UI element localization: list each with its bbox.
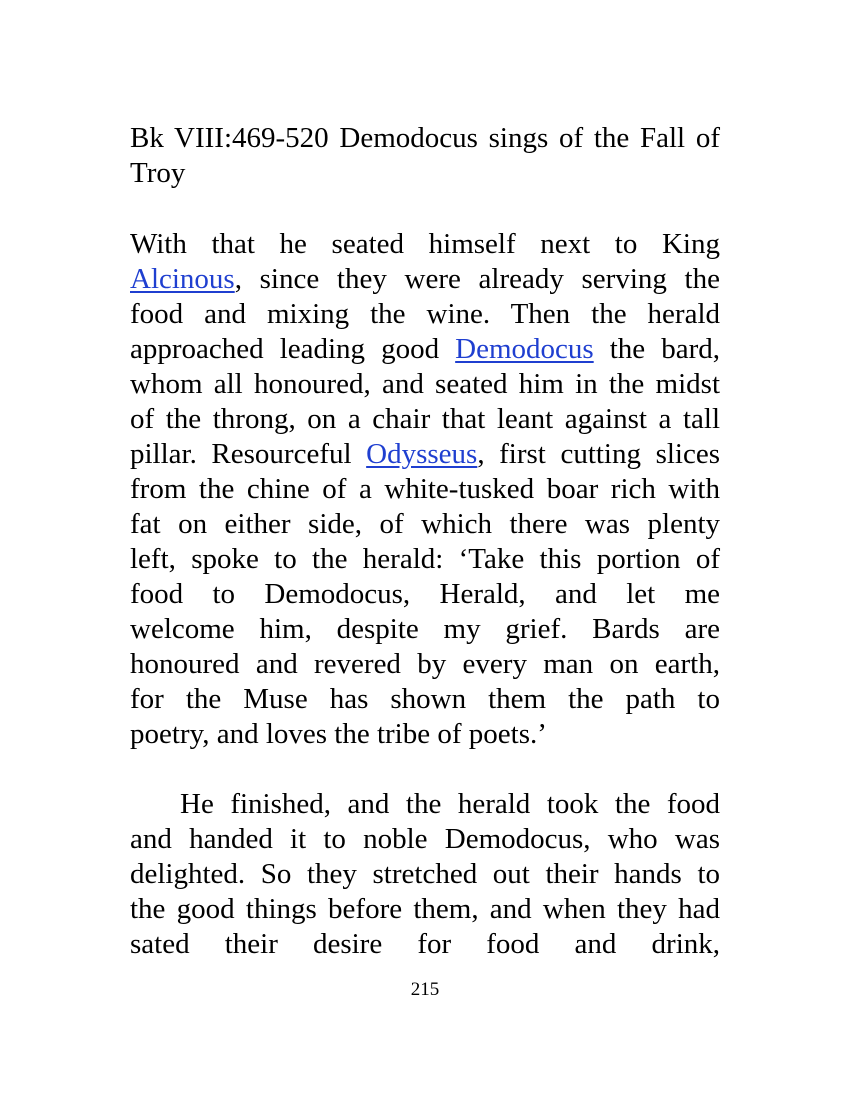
text-segment: for the Muse has shown them the path to xyxy=(130,683,720,715)
text-line xyxy=(130,927,720,962)
text-segment: food and mixing the wine. Then the herald xyxy=(130,298,720,330)
text-line xyxy=(130,332,720,367)
text-segment: the bard, xyxy=(593,333,720,365)
text-segment: whom all honoured, and seated him in the midst xyxy=(130,368,720,400)
text-line xyxy=(130,612,720,647)
text-segment: left, spoke to the herald: ‘Take this portion of xyxy=(130,543,720,575)
text-segment: poetry, and loves the tribe of poets.’ xyxy=(130,718,547,750)
text-line xyxy=(130,542,720,577)
text-segment: , since they were already serving the xyxy=(234,263,720,295)
text-segment: pillar. Resourceful xyxy=(130,438,367,470)
text-segment: fat on either side, of which there was plenty xyxy=(130,508,720,540)
text-segment: delighted. So they stretched out their hands to xyxy=(130,858,720,890)
text-segment: welcome him, despite my grief. Bards are xyxy=(130,613,720,645)
text-segment: sated their desire for food and drink, xyxy=(130,928,720,960)
text-line xyxy=(130,717,720,752)
text-line xyxy=(130,507,720,542)
text-line xyxy=(130,367,720,402)
text-line xyxy=(130,402,720,437)
text-line xyxy=(130,647,720,682)
page-number: 215 xyxy=(410,979,440,1000)
text-segment: food to Demodocus, Herald, and let me xyxy=(130,578,720,610)
text-line xyxy=(130,577,720,612)
text-segment: approached leading good xyxy=(130,333,456,365)
text-segment: and handed it to noble Demodocus, who was xyxy=(130,823,720,855)
text-line xyxy=(180,787,720,822)
link-alcinous[interactable]: Alcinous xyxy=(130,263,235,295)
text-line xyxy=(130,297,720,332)
text-segment: honoured and revered by every man on earth, xyxy=(130,648,720,680)
text-segment: the good things before them, and when they had xyxy=(130,893,720,925)
text-line xyxy=(130,437,720,472)
text-line xyxy=(130,472,720,507)
text-line xyxy=(130,682,720,717)
text-line xyxy=(130,857,720,892)
text-line xyxy=(130,227,720,262)
text-segment: from the chine of a white-tusked boar rich with xyxy=(130,473,720,505)
link-odysseus[interactable]: Odysseus xyxy=(366,438,478,470)
text-segment: of the throng, on a chair that leant against a tall xyxy=(130,403,720,435)
link-demodocus[interactable]: Demodocus xyxy=(455,333,594,365)
text-line xyxy=(130,262,720,297)
text-line xyxy=(130,822,720,857)
section-heading: Bk VIII:469-520 Demodocus sings of the Fall of Troy xyxy=(130,122,720,189)
text-segment: He finished, and the herald took the food xyxy=(180,788,720,820)
text-segment: With that he seated himself next to King xyxy=(130,228,720,260)
text-segment: , first cutting slices xyxy=(477,438,721,470)
text-line xyxy=(130,892,720,927)
